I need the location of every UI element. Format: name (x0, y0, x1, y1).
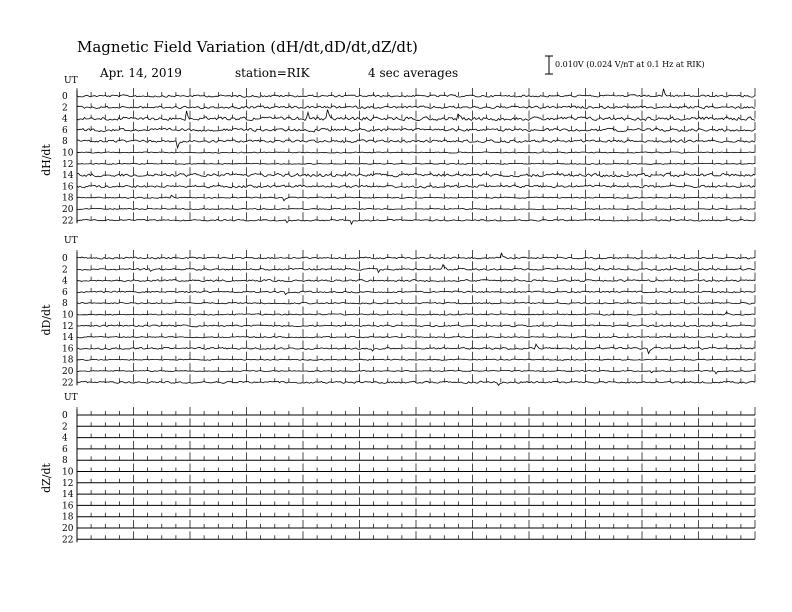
hour-tick-label: 6 (62, 444, 68, 455)
ut-axis-label: UT (64, 236, 78, 246)
hour-tick-label: 14 (62, 490, 74, 501)
hour-tick-label: 22 (62, 378, 74, 389)
ut-axis-label: UT (64, 393, 78, 403)
hour-tick-label: 20 (62, 367, 74, 377)
hour-tick-label: 20 (62, 524, 74, 534)
scale-bar (545, 56, 553, 74)
date-label: Apr. 14, 2019 (100, 66, 182, 80)
hour-tick-label: 8 (62, 456, 68, 467)
hour-tick-label: 6 (62, 125, 68, 136)
hour-tick-label: 0 (62, 411, 68, 421)
hour-tick-label: 6 (62, 287, 68, 298)
y-axis-label: dD/dt (40, 304, 53, 336)
hour-tick-label: 20 (62, 205, 74, 215)
hour-tick-label: 4 (62, 276, 68, 287)
hour-tick-label: 2 (62, 422, 68, 433)
hour-tick-label: 16 (62, 501, 74, 512)
panel-2 (40, 236, 755, 388)
scale-bar-label: 0.010V (0.024 V/nT at 0.1 Hz at RIK) (555, 60, 705, 69)
hour-tick-label: 8 (62, 299, 68, 310)
hour-tick-label: 14 (62, 171, 74, 182)
hour-tick-label: 8 (62, 137, 68, 148)
hour-tick-label: 22 (62, 535, 74, 546)
hour-tick-label: 18 (62, 355, 74, 366)
hour-tick-label: 2 (62, 265, 68, 276)
hour-tick-label: 14 (62, 333, 74, 344)
ut-axis-label: UT (64, 76, 78, 86)
panel-1 (40, 76, 755, 226)
hour-tick-label: 16 (62, 344, 74, 355)
hour-tick-label: 18 (62, 193, 74, 204)
hour-tick-label: 10 (62, 467, 74, 478)
hour-tick-label: 18 (62, 512, 74, 523)
y-axis-label: dH/dt (40, 144, 53, 176)
hour-tick-label: 12 (62, 159, 74, 170)
station-label: station=RIK (235, 66, 310, 80)
hour-tick-label: 4 (62, 433, 68, 444)
hour-tick-label: 22 (62, 216, 74, 227)
hour-tick-label: 10 (62, 310, 74, 321)
hour-tick-label: 16 (62, 182, 74, 193)
y-axis-label: dZ/dt (40, 463, 53, 493)
averages-label: 4 sec averages (368, 66, 459, 80)
hour-tick-label: 10 (62, 148, 74, 159)
hour-tick-label: 0 (62, 254, 68, 264)
hour-tick-label: 4 (62, 114, 68, 125)
chart-title: Magnetic Field Variation (dH/dt,dD/dt,dZ/dt) (77, 38, 418, 56)
hour-tick-label: 12 (62, 321, 74, 332)
hour-tick-label: 0 (62, 92, 68, 102)
hour-tick-label: 2 (62, 103, 68, 114)
panel-3 (40, 393, 755, 545)
hour-tick-label: 12 (62, 478, 74, 489)
